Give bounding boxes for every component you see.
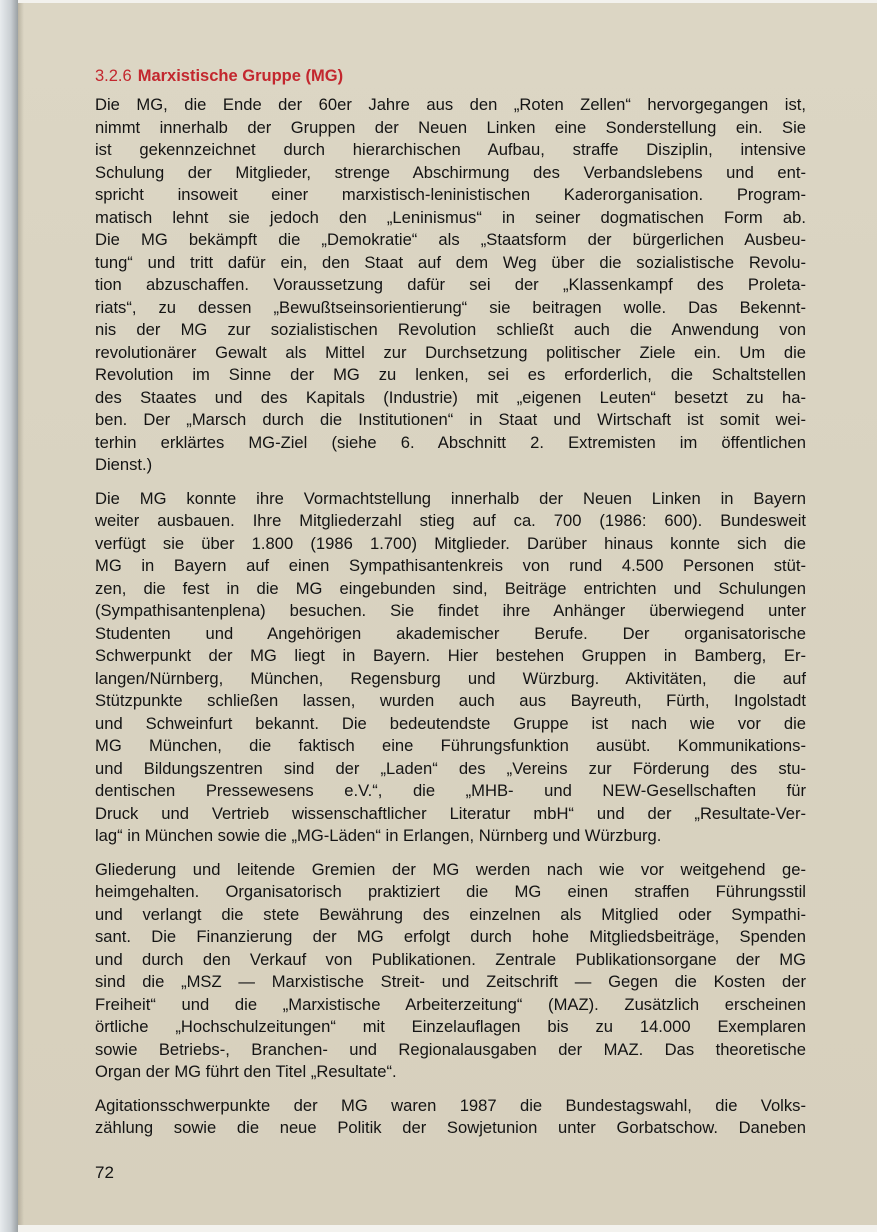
text-line: langen/Nürnberg, München, Regensburg und Würzburg. Aktivitäten, die auf [95,668,806,688]
scan-left-edge [0,0,18,1232]
section-heading [95,65,806,87]
text-line: Revolution im Sinne der MG zu lenken, sei es erforderlich, die Schaltstellen [95,365,806,384]
text-line: tion abzuschaffen. Voraussetzung dafür sei der „Klassenkampf des Proleta- [95,275,806,294]
paragraph [95,1095,806,1140]
text-line: Gliederung und leitende Gremien der MG werden nach wie vor weitgehend ge- [95,859,806,879]
text-line: sind die „MSZ — Marxistische Streit- und Zeitschrift — Gegen die Kosten der [95,972,806,991]
text-line: Die MG bekämpft die „Demokratie“ als „Staatsform der bürgerlichen Ausbeu- [95,230,806,249]
text-line: ist gekennzeichnet durch hierarchischen Aufbau, straffe Disziplin, intensive [95,140,806,159]
text-line: nis der MG zur sozialistischen Revolution schließt auch die Anwendung von [95,320,806,339]
text-line: heimgehalten. Organisatorisch praktiziert die MG einen straffen Führungsstil [95,882,806,901]
text-line: MG München, die faktisch eine Führungsfunktion ausübt. Kommunikations- [95,736,806,755]
text-line: sant. Die Finanzierung der MG erfolgt durch hohe Mitgliedsbeiträge, Spenden [95,927,806,946]
text-line: terhin erklärtes MG-Ziel (siehe 6. Abschnitt 2. Extremisten im öffentlichen [95,432,806,452]
text-line: sowie Betriebs-, Branchen- und Regionalausgaben der MAZ. Das theoretische [95,1039,806,1059]
body-text [95,94,806,1140]
page-number: 72 [95,1163,114,1182]
text-line: und Schweinfurt bekannt. Die bedeutendste Gruppe ist nach wie vor die [95,713,806,733]
text-line: revolutionärer Gewalt als Mittel zur Durchsetzung politischer Ziele ein. Um die [95,342,806,362]
text-line: nimmt innerhalb der Gruppen der Neuen Linken eine Sonderstellung ein. Sie [95,117,806,137]
text-line: örtliche „Hochschulzeitungen“ mit Einzelauflagen bis zu 14.000 Exemplaren [95,1017,806,1036]
text-line: Die MG konnte ihre Vormachtstellung innerhalb der Neuen Linken in Bayern [95,488,806,508]
section-title: Marxistische Gruppe (MG) [137,67,344,85]
text-line: ben. Der „Marsch durch die Institutionen“ in Staat und Wirtschaft ist somit wei- [95,410,806,429]
text-line: Stützpunkte schließen lassen, wurden auch aus Bayreuth, Fürth, Ingolstadt [95,691,806,710]
text-line: MG in Bayern auf einen Sympathisantenkreis von rund 4.500 Personen stüt- [95,556,806,575]
paragraph [95,488,806,848]
text-line: und verlangt die stete Bewährung des einzelnen als Mitglied oder Sympathi- [95,904,806,924]
text-line: lag“ in München sowie die „MG-Läden“ in Erlangen, Nürnberg und Würzburg. [95,826,662,845]
text-line: Druck und Vertrieb wissenschaftlicher Literatur mbH“ und der „Resultate-Ver- [95,803,806,823]
text-line: Agitationsschwerpunkte der MG waren 1987 die Bundestagswahl, die Volks- [95,1095,806,1115]
text-line: dentischen Pressewesens e.V.“, die „MHB- und NEW-Gesellschaften für [95,781,806,800]
text-line: des Staates und des Kapitals (Industrie) mit „eigenen Leuten“ besetzt zu ha- [95,387,806,407]
text-line: Freiheit“ und die „Marxistische Arbeiterzeitung“ (MAZ). Zusätzlich erscheinen [95,994,806,1014]
paragraph [95,94,806,477]
text-line: und Bildungszentren sind der „Laden“ des „Vereins zur Förderung des stu- [95,758,806,778]
text-line: Schulung der Mitglieder, strenge Abschirmung des Verbandslebens und ent- [95,162,806,182]
text-line: (Sympathisantenplena) besuchen. Sie findet ihre Anhänger überwiegend unter [95,601,806,620]
text-line: zählung sowie die neue Politik der Sowjetunion unter Gorbatschow. Daneben [95,1118,806,1137]
text-line: und durch den Verkauf von Publikationen. Zentrale Publikationsorgane der MG [95,949,806,969]
text-line: verfügt sie über 1.800 (1986 1.700) Mitglieder. Darüber hinaus konnte sich die [95,533,806,553]
text-line: Organ der MG führt den Titel „Resultate“. [95,1062,397,1081]
text-line: matisch lehnt sie jedoch den „Leninismus“ in seiner dogmatischen Form ab. [95,207,806,227]
text-line: Die MG, die Ende der 60er Jahre aus den „Roten Zellen“ hervorgegangen ist, [95,95,806,114]
text-line: riats“, zu dessen „Bewußtseinsorientierung“ sie beitragen wolle. Das Bekennt- [95,297,806,317]
text-line: tung“ und tritt dafür ein, den Staat auf dem Weg über die sozialistische Revolu- [95,252,806,272]
text-line: Studenten und Angehörigen akademischer Berufe. Der organisatorische [95,623,806,643]
text-line: Schwerpunkt der MG liegt in Bayern. Hier bestehen Gruppen in Bamberg, Er- [95,646,806,665]
paragraph [95,859,806,1084]
section-number: 3.2.6 [95,67,132,85]
text-line: spricht insoweit einer marxistisch-leninistischen Kaderorganisation. Program- [95,185,806,204]
text-line: zen, die fest in die MG eingebunden sind, Beiträge entrichten und Schulungen [95,578,806,598]
text-line: weiter ausbauen. Ihre Mitgliederzahl stieg auf ca. 700 (1986: 600). Bundesweit [95,511,806,530]
text-line: Dienst.) [95,455,153,474]
page-content [95,65,806,1151]
